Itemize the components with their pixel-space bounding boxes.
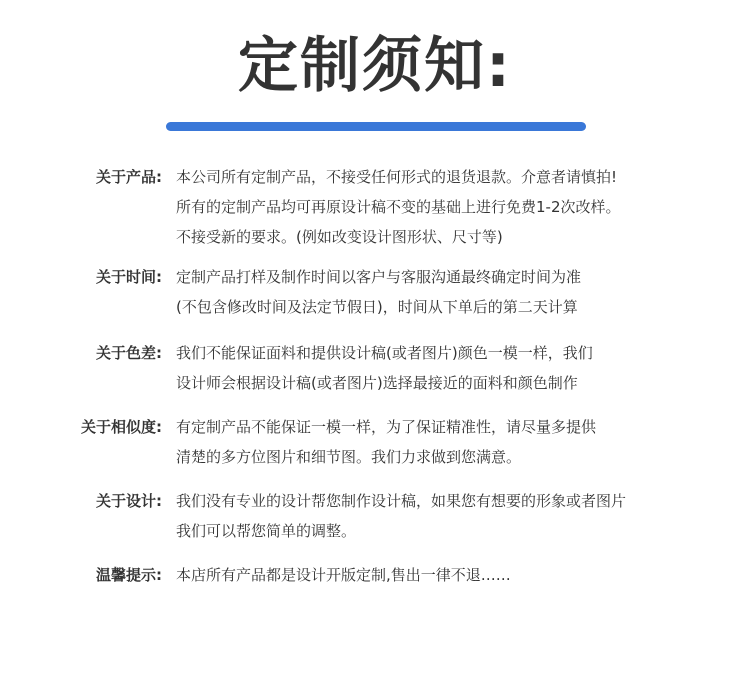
section-text <box>176 162 741 252</box>
section-line: 我们不能保证面料和提供设计稿(或者图片)颜色一模一样，我们 <box>176 344 593 362</box>
section-label: 关于时间: <box>96 268 162 286</box>
page-title: 定制须知: <box>238 31 512 101</box>
section-line: 设计师会根据设计稿(或者图片)选择最接近的面料和颜色制作 <box>176 374 578 392</box>
section-line: 本店所有产品都是设计开版定制,售出一律不退…… <box>176 566 511 584</box>
section-line: 所有的定制产品均可再原设计稿不变的基础上进行免费1-2次改样。 <box>176 198 621 216</box>
section-label: 关于设计: <box>96 492 162 510</box>
section-line: 有定制产品不能保证一模一样，为了保证精准性，请尽量多提供 <box>176 418 597 436</box>
section-text <box>176 412 741 472</box>
section-label: 关于色差: <box>96 344 162 362</box>
title-underline-bar <box>166 122 586 131</box>
section-line: 我们没有专业的设计帮您制作设计稿，如果您有想要的形象或者图片 <box>176 492 627 510</box>
section-text <box>176 338 741 398</box>
section-text <box>176 560 741 590</box>
section-line: 定制产品打样及制作时间以客户与客服沟通最终确定时间为准 <box>176 268 582 286</box>
section-line: 本公司所有定制产品，不接受任何形式的退货退款。介意者请慎拍! <box>176 168 618 186</box>
section-line: 我们可以帮您简单的调整。 <box>176 522 357 540</box>
section-text <box>176 486 741 546</box>
section-line: 不接受新的要求。(例如改变设计图形状、尺寸等) <box>176 228 503 246</box>
section-label: 关于相似度: <box>81 418 162 436</box>
section-label: 温馨提示: <box>96 566 162 584</box>
section-text <box>176 262 741 322</box>
section-label: 关于产品: <box>96 168 162 186</box>
section-line: 清楚的多方位图片和细节图。我们力求做到您满意。 <box>176 448 522 466</box>
section-line: (不包含修改时间及法定节假日)，时间从下单后的第二天计算 <box>176 298 578 316</box>
